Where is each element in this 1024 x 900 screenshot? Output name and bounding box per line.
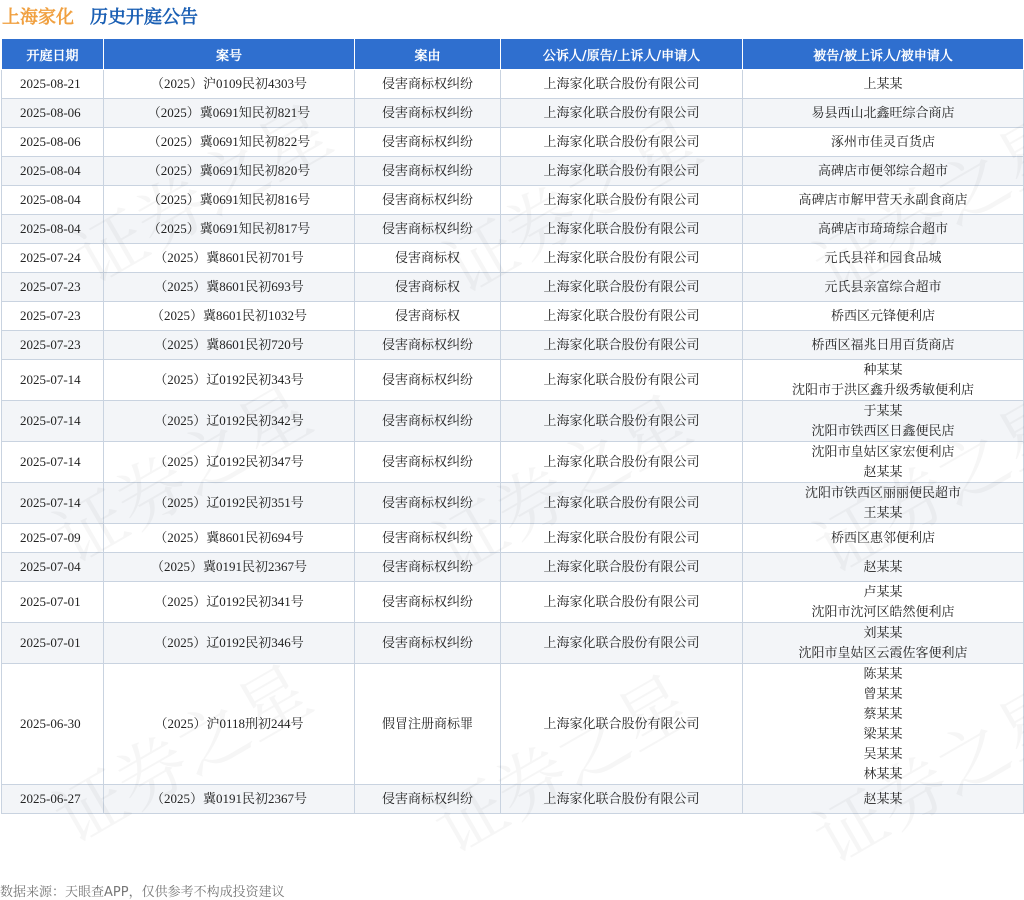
plaintiff-cell: 上海家化联合股份有限公司 [501,331,743,360]
defendant-name: 卢某某 [863,584,903,599]
defendant-cell [743,524,1024,553]
defendant-name: 种某某 [863,362,903,377]
plaintiff-cell: 上海家化联合股份有限公司 [501,99,743,128]
date-cell: 2025-08-06 [2,128,104,157]
cause-cell: 侵害商标权纠纷 [355,360,501,401]
defendant-cell [743,215,1024,244]
defendant-cell [743,273,1024,302]
plaintiff-cell: 上海家化联合股份有限公司 [501,128,743,157]
defendant-cell [743,582,1024,623]
date-cell: 2025-08-21 [2,70,104,99]
defendant-name: 易县西山北鑫旺综合商店 [811,105,955,120]
case-number-cell: （2025）冀8601民初693号 [104,273,355,302]
plaintiff-cell: 上海家化联合股份有限公司 [501,442,743,483]
case-number-cell: （2025）辽0192民初343号 [104,360,355,401]
column-header-plaintiff: 公诉人/原告/上诉人/申请人 [501,39,743,70]
defendant-name: 元氏县祥和园食品城 [824,250,942,265]
defendant-name: 王某某 [863,505,903,520]
defendant-name: 赵某某 [863,791,903,806]
table-row [2,553,1024,582]
cause-cell: 侵害商标权纠纷 [355,442,501,483]
plaintiff-cell: 上海家化联合股份有限公司 [501,157,743,186]
defendant-cell [743,70,1024,99]
date-cell: 2025-06-27 [2,785,104,814]
date-cell: 2025-07-09 [2,524,104,553]
date-cell: 2025-08-04 [2,215,104,244]
case-number-cell: （2025）冀8601民初701号 [104,244,355,273]
table-row [2,785,1024,814]
defendant-cell [743,401,1024,442]
date-cell: 2025-07-23 [2,302,104,331]
table-row [2,244,1024,273]
defendant-name: 林某某 [863,766,903,781]
case-number-cell: （2025）冀0691知民初820号 [104,157,355,186]
case-number-cell: （2025）冀0691知民初816号 [104,186,355,215]
table-row [2,442,1024,483]
cause-cell: 侵害商标权纠纷 [355,331,501,360]
plaintiff-cell: 上海家化联合股份有限公司 [501,623,743,664]
case-number-cell: （2025）辽0192民初346号 [104,623,355,664]
company-name: 上海家化 [2,7,74,28]
defendant-cell [743,99,1024,128]
case-number-cell: （2025）冀8601民初694号 [104,524,355,553]
table-row [2,157,1024,186]
defendant-name: 高碑店市便邻综合超市 [817,163,948,178]
defendant-name: 蔡某某 [863,706,903,721]
case-number-cell: （2025）辽0192民初342号 [104,401,355,442]
case-number-cell: （2025）冀0691知民初821号 [104,99,355,128]
date-cell: 2025-07-01 [2,582,104,623]
defendant-name: 元氏县亲富综合超市 [824,279,942,294]
date-cell: 2025-07-14 [2,483,104,524]
cause-cell: 侵害商标权 [355,302,501,331]
date-cell: 2025-07-14 [2,442,104,483]
date-cell: 2025-08-04 [2,186,104,215]
defendant-name: 高碑店市琦琦综合超市 [817,221,948,236]
case-number-cell: （2025）辽0192民初351号 [104,483,355,524]
cause-cell: 侵害商标权纠纷 [355,157,501,186]
cause-cell: 侵害商标权纠纷 [355,623,501,664]
defendant-cell [743,785,1024,814]
defendant-name: 于某某 [863,403,903,418]
cause-cell: 侵害商标权纠纷 [355,524,501,553]
case-number-cell: （2025）冀0191民初2367号 [104,785,355,814]
case-number-cell: （2025）辽0192民初347号 [104,442,355,483]
defendant-cell [743,244,1024,273]
defendant-cell [743,483,1024,524]
plaintiff-cell: 上海家化联合股份有限公司 [501,360,743,401]
defendant-cell [743,623,1024,664]
table-row [2,401,1024,442]
defendant-name: 沈阳市铁西区丽丽便民超市 [804,485,961,500]
cause-cell: 侵害商标权 [355,244,501,273]
defendant-name: 高碑店市解甲营天永副食商店 [798,192,968,207]
plaintiff-cell: 上海家化联合股份有限公司 [501,553,743,582]
case-number-cell: （2025）冀0691知民初817号 [104,215,355,244]
table-row [2,128,1024,157]
date-cell: 2025-08-06 [2,99,104,128]
plaintiff-cell: 上海家化联合股份有限公司 [501,302,743,331]
data-source-note: 数据来源：天眼查APP，仅供参考不构成投资建议 [0,885,285,900]
defendant-name: 赵某某 [863,559,903,574]
cause-cell: 侵害商标权纠纷 [355,215,501,244]
date-cell: 2025-07-24 [2,244,104,273]
defendant-cell [743,302,1024,331]
table-row [2,483,1024,524]
date-cell: 2025-07-14 [2,401,104,442]
defendant-name: 上某某 [863,76,903,91]
cause-cell: 侵害商标权纠纷 [355,186,501,215]
plaintiff-cell: 上海家化联合股份有限公司 [501,401,743,442]
column-header-date: 开庭日期 [2,39,104,70]
cause-cell: 侵害商标权纠纷 [355,483,501,524]
defendant-name: 沈阳市沈河区皓然便利店 [811,604,955,619]
table-row [2,623,1024,664]
hearing-announcements-table [1,38,1024,814]
defendant-cell [743,664,1024,785]
defendant-name: 沈阳市铁西区日鑫便民店 [811,423,955,438]
cause-cell: 侵害商标权纠纷 [355,582,501,623]
table-row [2,99,1024,128]
defendant-name: 梁某某 [863,726,903,741]
cause-cell: 侵害商标权纠纷 [355,785,501,814]
case-number-cell: （2025）冀8601民初720号 [104,331,355,360]
cause-cell: 侵害商标权纠纷 [355,401,501,442]
date-cell: 2025-06-30 [2,664,104,785]
cause-cell: 假冒注册商标罪 [355,664,501,785]
table-row [2,302,1024,331]
case-number-cell: （2025）冀0691知民初822号 [104,128,355,157]
defendant-cell [743,186,1024,215]
defendant-name: 沈阳市皇姑区家宏便利店 [811,444,955,459]
case-number-cell: （2025）冀0191民初2367号 [104,553,355,582]
defendant-cell [743,331,1024,360]
defendant-cell [743,553,1024,582]
defendant-name: 桥西区惠邻便利店 [830,530,935,545]
case-number-cell: （2025）辽0192民初341号 [104,582,355,623]
date-cell: 2025-08-04 [2,157,104,186]
defendant-name: 沈阳市皇姑区云霞佐客便利店 [798,645,968,660]
plaintiff-cell: 上海家化联合股份有限公司 [501,70,743,99]
cause-cell: 侵害商标权纠纷 [355,99,501,128]
page-title: 历史开庭公告 [90,7,198,28]
date-cell: 2025-07-23 [2,273,104,302]
cause-cell: 侵害商标权纠纷 [355,553,501,582]
column-header-case-no: 案号 [104,39,355,70]
defendant-name: 桥西区福兆日用百货商店 [811,337,955,352]
plaintiff-cell: 上海家化联合股份有限公司 [501,582,743,623]
plaintiff-cell: 上海家化联合股份有限公司 [501,785,743,814]
table-row [2,524,1024,553]
defendant-cell [743,360,1024,401]
plaintiff-cell: 上海家化联合股份有限公司 [501,186,743,215]
defendant-name: 沈阳市于洪区鑫升级秀敏便利店 [791,382,974,397]
date-cell: 2025-07-04 [2,553,104,582]
table-row [2,360,1024,401]
table-row [2,582,1024,623]
plaintiff-cell: 上海家化联合股份有限公司 [501,215,743,244]
column-header-defendant: 被告/被上诉人/被申请人 [743,39,1024,70]
table-row [2,331,1024,360]
case-number-cell: （2025）冀8601民初1032号 [104,302,355,331]
defendant-name: 桥西区元锋便利店 [830,308,935,323]
cause-cell: 侵害商标权 [355,273,501,302]
date-cell: 2025-07-01 [2,623,104,664]
defendant-name: 曾某某 [863,686,903,701]
case-number-cell: （2025）沪0118刑初244号 [104,664,355,785]
table-row [2,70,1024,99]
date-cell: 2025-07-14 [2,360,104,401]
case-number-cell: （2025）沪0109民初4303号 [104,70,355,99]
plaintiff-cell: 上海家化联合股份有限公司 [501,664,743,785]
defendant-name: 赵某某 [863,464,903,479]
plaintiff-cell: 上海家化联合股份有限公司 [501,483,743,524]
table-row [2,273,1024,302]
date-cell: 2025-07-23 [2,331,104,360]
defendant-name: 吴某某 [863,746,903,761]
defendant-name: 涿州市佳灵百货店 [830,134,935,149]
defendant-cell [743,157,1024,186]
defendant-name: 陈某某 [863,666,903,681]
defendant-name: 刘某某 [863,625,903,640]
cause-cell: 侵害商标权纠纷 [355,128,501,157]
defendant-cell [743,442,1024,483]
cause-cell: 侵害商标权纠纷 [355,70,501,99]
plaintiff-cell: 上海家化联合股份有限公司 [501,524,743,553]
plaintiff-cell: 上海家化联合股份有限公司 [501,244,743,273]
defendant-cell [743,128,1024,157]
table-header-row [2,39,1024,70]
page-header [0,0,1024,30]
table-row [2,186,1024,215]
table-row [2,215,1024,244]
plaintiff-cell: 上海家化联合股份有限公司 [501,273,743,302]
table-row [2,664,1024,785]
column-header-cause: 案由 [355,39,501,70]
